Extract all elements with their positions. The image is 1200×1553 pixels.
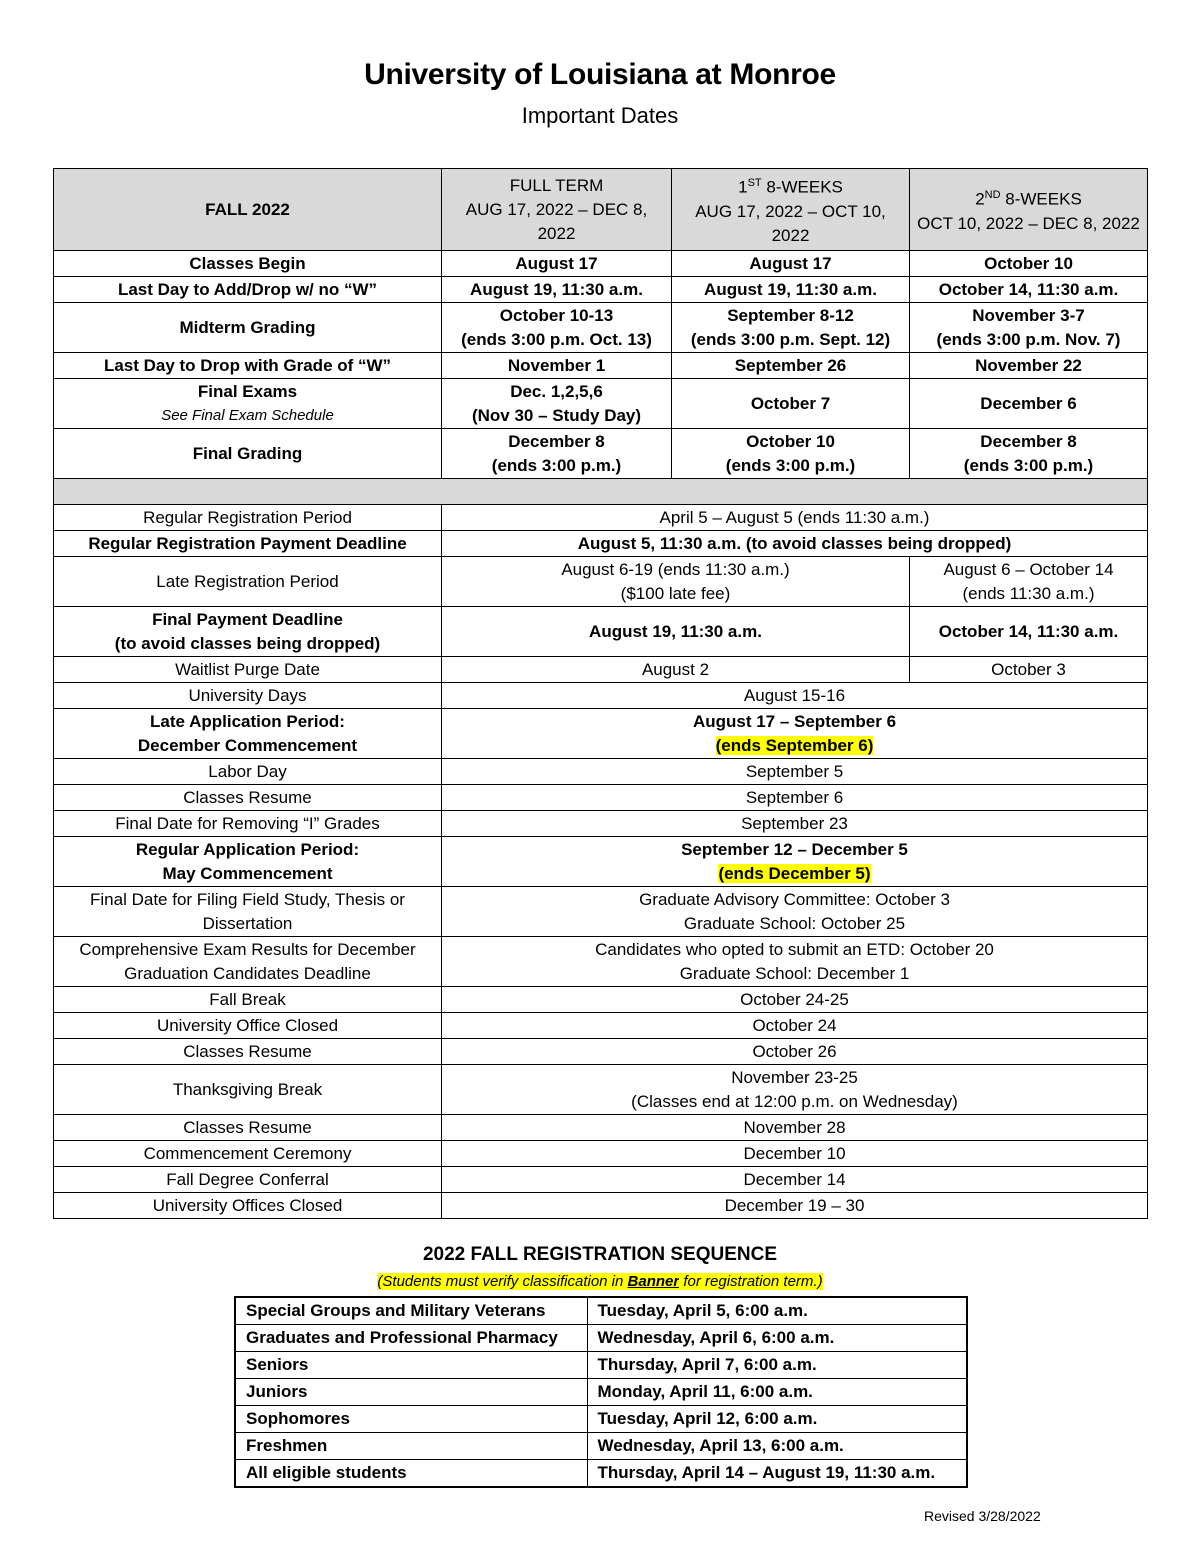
sequence-group: All eligible students [235, 1460, 587, 1488]
banner-link: Banner [627, 1273, 680, 1290]
sequence-date: Tuesday, April 12, 6:00 a.m. [587, 1406, 967, 1433]
table-row: Fall Degree Conferral December 14 [54, 1167, 1148, 1193]
sequence-date: Wednesday, April 13, 6:00 a.m. [587, 1433, 967, 1460]
sequence-date: Thursday, April 7, 6:00 a.m. [587, 1352, 967, 1379]
sequence-date: Monday, April 11, 6:00 a.m. [587, 1379, 967, 1406]
first-8-weeks-header: 1ST 8-WEEKS AUG 17, 2022 – OCT 10, 2022 [672, 169, 910, 251]
second-8-weeks-header: 2ND 8-WEEKS OCT 10, 2022 – DEC 8, 2022 [910, 169, 1148, 251]
sequence-row [235, 1406, 967, 1433]
sequence-row [235, 1352, 967, 1379]
table-row: Late Registration Period August 6-19 (ends 11:30 a.m.) ($100 late fee) August 6 – October 14 (ends 11:30 a.m.) [54, 557, 1148, 607]
table-row: Classes Resume September 6 [54, 785, 1148, 811]
sequence-group: Special Groups and Military Veterans [235, 1297, 587, 1325]
full-term-header: FULL TERM AUG 17, 2022 – DEC 8, 2022 [442, 169, 672, 251]
table-row: Final Exams See Final Exam Schedule Dec. 1,2,5,6 (Nov 30 – Study Day) October 7 December 6 [54, 379, 1148, 429]
sequence-date: Thursday, April 14 – August 19, 11:30 a.m. [587, 1460, 967, 1488]
table-row: Final Grading December 8 (ends 3:00 p.m.) October 10 (ends 3:00 p.m.) December 8 (ends 3:00 p.m.) [54, 429, 1148, 479]
sequence-date: Tuesday, April 5, 6:00 a.m. [587, 1297, 967, 1325]
table-row: University Office Closed October 24 [54, 1013, 1148, 1039]
table-row: University Days August 15-16 [54, 683, 1148, 709]
table-row: Midterm Grading October 10-13 (ends 3:00 p.m. Oct. 13) September 8-12 (ends 3:00 p.m. Sept. 12) November 3-7 (ends 3:00 p.m. Nov. 7) [54, 303, 1148, 353]
table-row: Waitlist Purge Date August 2 October 3 [54, 657, 1148, 683]
sequence-row [235, 1460, 967, 1488]
page-title: University of Louisiana at Monroe [364, 58, 836, 91]
registration-sequence-table [234, 1296, 968, 1488]
sequence-group: Seniors [235, 1352, 587, 1379]
table-row: Commencement Ceremony December 10 [54, 1141, 1148, 1167]
sequence-row [235, 1433, 967, 1460]
table-row: Labor Day September 5 [54, 759, 1148, 785]
table-row: Final Payment Deadline (to avoid classes being dropped) August 19, 11:30 a.m. October 14, 11:30 a.m. [54, 607, 1148, 657]
table-row: University Offices Closed December 19 – 30 [54, 1193, 1148, 1219]
important-dates-table [53, 168, 1148, 1219]
sequence-date: Wednesday, April 6, 6:00 a.m. [587, 1325, 967, 1352]
table-row: Final Date for Removing “I” Grades September 23 [54, 811, 1148, 837]
sequence-note: (Students must verify classification in Banner for registration term.) [377, 1273, 823, 1290]
table-row: Final Date for Filing Field Study, Thesis or Dissertation Graduate Advisory Committee: October 3 Graduate School: October 25 [54, 887, 1148, 937]
table-row: Thanksgiving Break November 23-25 (Classes end at 12:00 p.m. on Wednesday) [54, 1065, 1148, 1115]
table-row: Classes Resume November 28 [54, 1115, 1148, 1141]
term-title: FALL 2022 [54, 169, 442, 251]
revised-date: Revised 3/28/2022 [924, 1508, 1041, 1524]
table-row: Classes Resume October 26 [54, 1039, 1148, 1065]
sequence-group: Freshmen [235, 1433, 587, 1460]
table-header-row [54, 169, 1148, 251]
sequence-group: Sophomores [235, 1406, 587, 1433]
table-row: Classes Begin August 17 August 17 October 10 [54, 251, 1148, 277]
page-subtitle: Important Dates [521, 103, 679, 128]
highlight: (ends September 6) [715, 735, 874, 755]
table-row: Regular Registration Period April 5 – August 5 (ends 11:30 a.m.) [54, 505, 1148, 531]
sequence-title: 2022 FALL REGISTRATION SEQUENCE [422, 1244, 778, 1265]
table-row: Regular Registration Payment Deadline August 5, 11:30 a.m. (to avoid classes being dropped) [54, 531, 1148, 557]
sequence-group: Juniors [235, 1379, 587, 1406]
highlight: (ends December 5) [718, 863, 871, 883]
table-row: Regular Application Period: May Commencement September 12 – December 5 (ends December 5) [54, 837, 1148, 887]
sequence-row [235, 1297, 967, 1325]
table-row: Fall Break October 24-25 [54, 987, 1148, 1013]
table-row: Last Day to Add/Drop w/ no “W” August 19, 11:30 a.m. August 19, 11:30 a.m. October 14, 11:30 a.m. [54, 277, 1148, 303]
divider-row [54, 479, 1148, 505]
sequence-row [235, 1325, 967, 1352]
sequence-row [235, 1379, 967, 1406]
table-row: Last Day to Drop with Grade of “W” November 1 September 26 November 22 [54, 353, 1148, 379]
table-row: Late Application Period: December Commencement August 17 – September 6 (ends September 6) [54, 709, 1148, 759]
sequence-group: Graduates and Professional Pharmacy [235, 1325, 587, 1352]
table-row: Comprehensive Exam Results for December Graduation Candidates Deadline Candidates who opted to submit an ETD: October 20 Graduate School: December 1 [54, 937, 1148, 987]
